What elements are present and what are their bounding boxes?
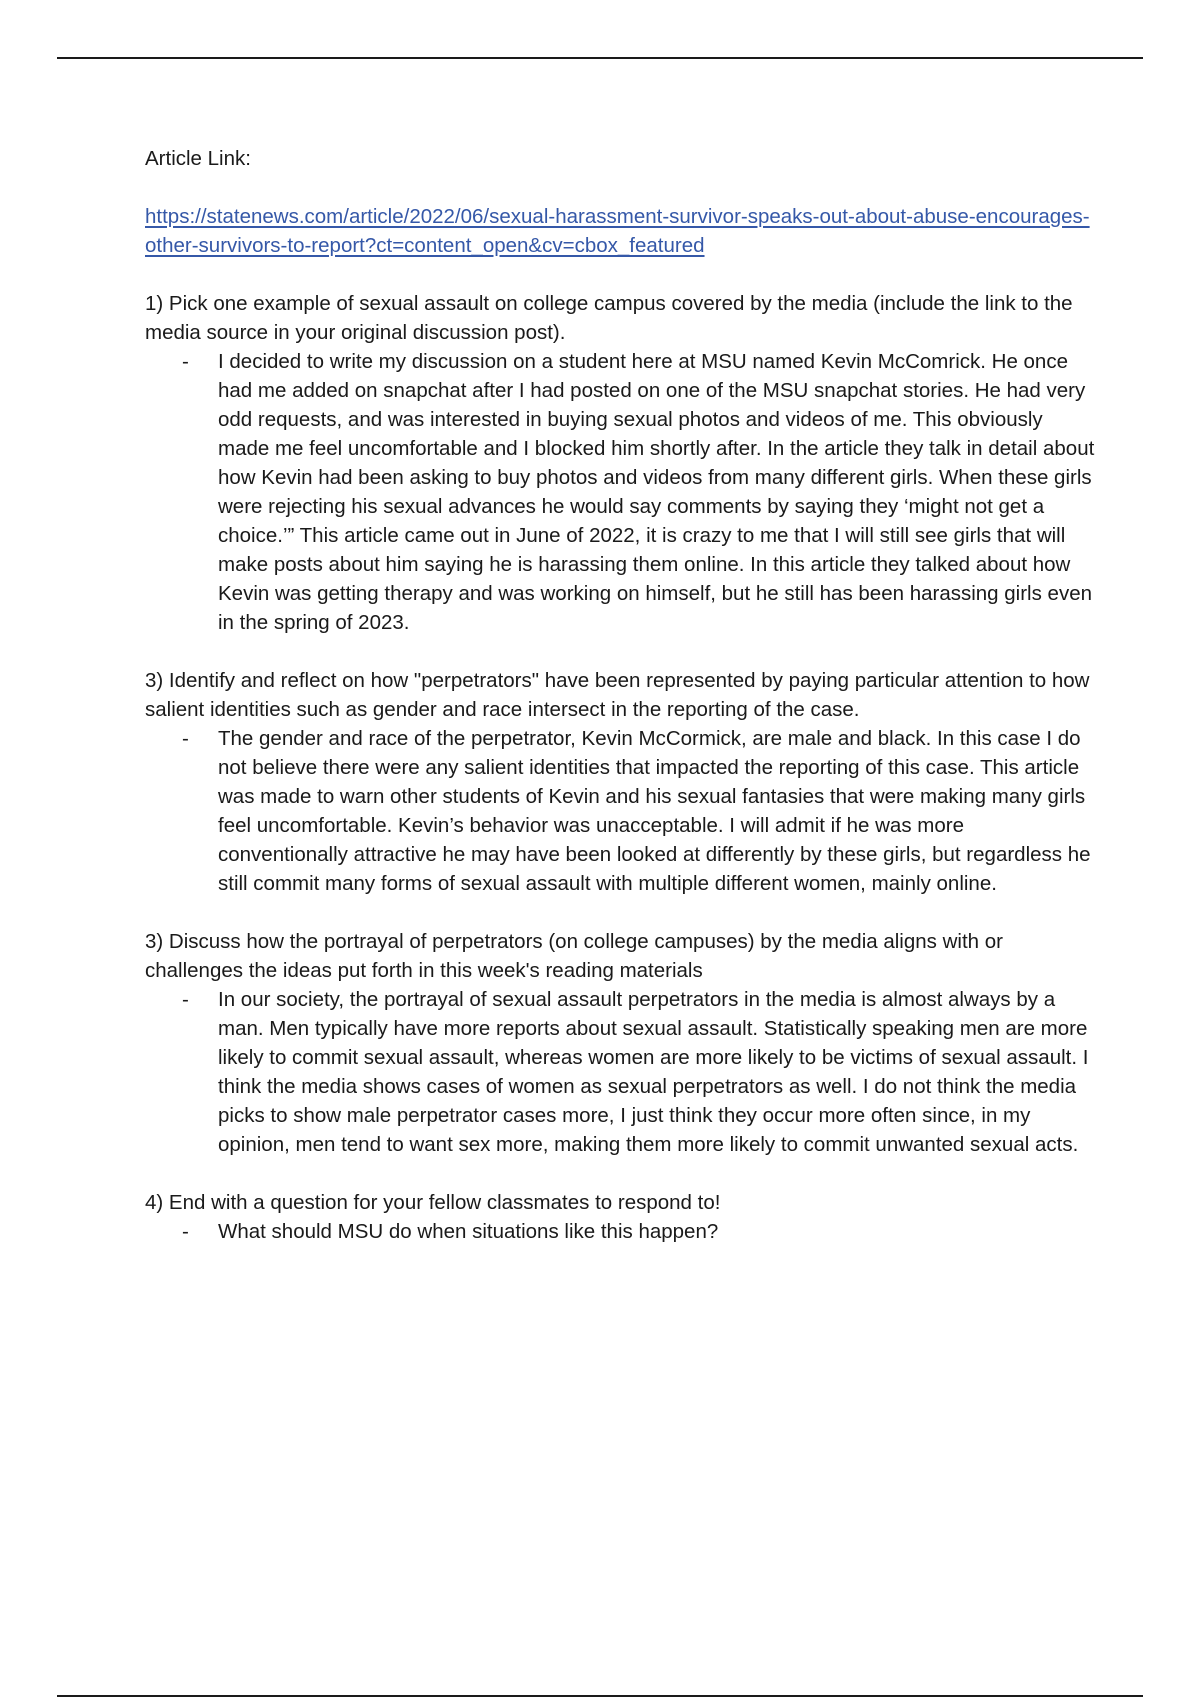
document-body [145, 144, 1095, 1246]
question-1: 1) Pick one example of sexual assault on college campus covered by the media (include the link to the media source in your original discussion post). [145, 292, 1073, 344]
answer-4 [145, 1217, 1095, 1246]
answer-2-text: The gender and race of the perpetrator, Kevin McCormick, are male and black. In this case I do not believe there were any salient identities that impacted the reporting of this case. This article was made to warn other students of Kevin and his sexual fantasies that were making many girls feel uncomfortable. Kevin’s behavior was unacceptable. I will admit if he was more conventionally attractive he may have been looked at differently by these girls, but regardless he still commit many forms of sexual assault with multiple different women, mainly online. [218, 727, 1091, 895]
answer-3-text: In our society, the portrayal of sexual assault perpetrators in the media is almost always by a man. Men typically have more reports about sexual assault. Statistically speaking men are more likely to commit sexual assault, whereas women are more likely to be victims of sexual assault. I think the media shows cases of women as sexual perpetrators as well. I do not think the media picks to show male perpetrator cases more, I just think they occur more often since, in my opinion, men tend to want sex more, making them more likely to commit unwanted sexual acts. [218, 988, 1089, 1156]
answer-4-text: What should MSU do when situations like this happen? [218, 1220, 719, 1243]
answer-3 [145, 985, 1095, 1159]
section-4 [145, 1188, 1095, 1246]
question-4: 4) End with a question for your fellow classmates to respond to! [145, 1191, 721, 1214]
section-1 [145, 289, 1095, 637]
bullet-dash: - [182, 988, 189, 1011]
article-link-label: Article Link: [145, 147, 251, 170]
bottom-divider [57, 1695, 1143, 1697]
article-link[interactable]: https://statenews.com/article/2022/06/sexual-harassment-survivor-speaks-out-about-abuse-encourages-other-survivors-to-report?ct=content_open&cv=cbox_featured [145, 205, 1090, 257]
question-3: 3) Discuss how the portrayal of perpetrators (on college campuses) by the media aligns with or challenges the ideas put forth in this week's reading materials [145, 930, 1003, 982]
section-2 [145, 666, 1095, 898]
question-2: 3) Identify and reflect on how "perpetrators" have been represented by paying particular attention to how salient identities such as gender and race intersect in the reporting of the case. [145, 669, 1090, 721]
section-3 [145, 927, 1095, 1159]
answer-1-text: I decided to write my discussion on a student here at MSU named Kevin McComrick. He once had me added on snapchat after I had posted on one of the MSU snapchat stories. He had very odd requests, and was interested in buying sexual photos and videos of me. This obviously made me feel uncomfortable and I blocked him shortly after. In the article they talk in detail about how Kevin had been asking to buy photos and videos from many different girls. When these girls were rejecting his sexual advances he would say comments by saying they ‘might not get a choice.’” This article came out in June of 2022, it is crazy to me that I will still see girls that will make posts about him saying he is harassing them online. In this article they talked about how Kevin was getting therapy and was working on himself, but he still has been harassing girls even in the spring of 2023. [218, 350, 1095, 634]
answer-2 [145, 724, 1095, 898]
bullet-dash: - [182, 1220, 189, 1243]
bullet-dash: - [182, 727, 189, 750]
top-divider [57, 57, 1143, 59]
bullet-dash: - [182, 350, 189, 373]
answer-1 [145, 347, 1095, 637]
